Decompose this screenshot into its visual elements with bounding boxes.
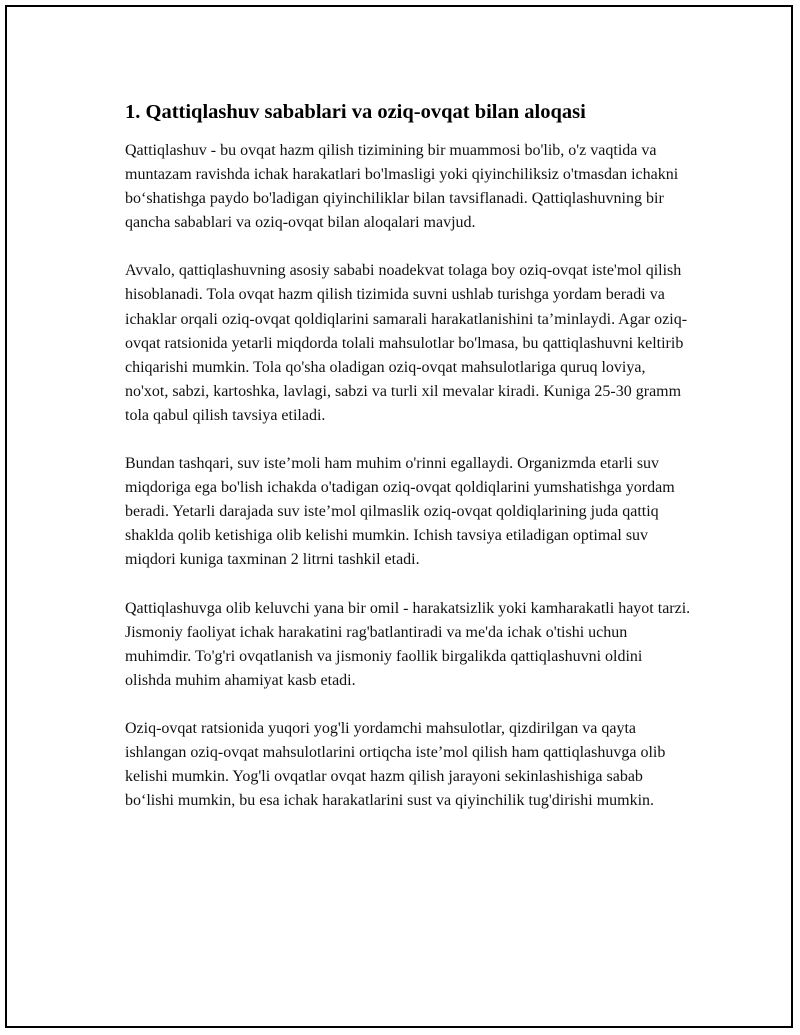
document-title: 1. Qattiqlashuv sabablari va oziq-ovqat bilan aloqasi bbox=[125, 101, 586, 123]
document-body bbox=[125, 99, 691, 837]
paragraph-5: Oziq-ovqat ratsionida yuqori yog'li yordamchi mahsulotlar, qizdirilgan va qayta ishlangan oziq-ovqat mahsulotlarini ortiqcha iste’mol qilish ham qattiqlashuvga olib kelishi mumkin. Yog'li ovqatlar ovqat hazm qilish jarayoni sekinlashishiga sabab bo‘lishi mumkin, bu esa ichak harakatlarini sust va qiyinchilik tug'dirishi mumkin. bbox=[125, 719, 666, 810]
paragraph-2: Avvalo, qattiqlashuvning asosiy sababi noadekvat tolaga boy oziq-ovqat iste'mol qilish hisoblanadi. Tola ovqat hazm qilish tizimida suvni ushlab turishga yordam beradi va ichaklar orqali oziq-ovqat qoldiqlarini samarali harakatlanishini ta’minlaydi. Agar oziq-ovqat ratsionida yetarli miqdorda tolali mahsulotlar bo'lmasa, bu qattiqlashuvni keltirib chiqarishi mumkin. Tola qo'sha oladigan oziq-ovqat mahsulotlariga quruq loviya, no'xot, sabzi, kartoshka, lavlagi, sabzi va turli xil mevalar kiradi. Kuniga 25-30 gramm tola qabul qilish tavsiya etiladi. bbox=[125, 262, 688, 424]
page-border bbox=[5, 5, 793, 1028]
paragraph-4: Qattiqlashuvga olib keluvchi yana bir omil - harakatsizlik yoki kamharakatli hayot tarzi. Jismoniy faoliyat ichak harakatini rag'batlantiradi va me'da ichak o'tishi uchun muhimdir. To'g'ri ovqatlanish va jismoniy faollik birgalikda qattiqlashuvni oldini olishda muhim ahamiyat kasb etadi. bbox=[125, 599, 691, 689]
paragraph-3: Bundan tashqari, suv iste’moli ham muhim o'rinni egallaydi. Organizmda etarli suv miqdoriga ega bo'lish ichakda o'tadigan oziq-ovqat qoldiqlarini yumshatishga yordam beradi. Yetarli darajada suv iste’mol qilmaslik oziq-ovqat qoldiqlarining juda qattiq shaklda qolib ketishiga olib kelishi mumkin. Ichish tavsiya etiladigan optimal suv miqdori kuniga taxminan 2 litrni tashkil etadi. bbox=[125, 455, 675, 569]
paragraph-1: Qattiqlashuv - bu ovqat hazm qilish tizimining bir muammosi bo'lib, o'z vaqtida va muntazam ravishda ichak harakatlari bo'lmasligi yoki qiyinchiliksiz o'tmasdan ichakni bo‘shatishga paydo bo'ladigan qiyinchiliklar bilan tavsiflanadi. Qattiqlashuvning bir qancha sabablari va oziq-ovqat bilan aloqalari mavjud. bbox=[125, 142, 679, 232]
